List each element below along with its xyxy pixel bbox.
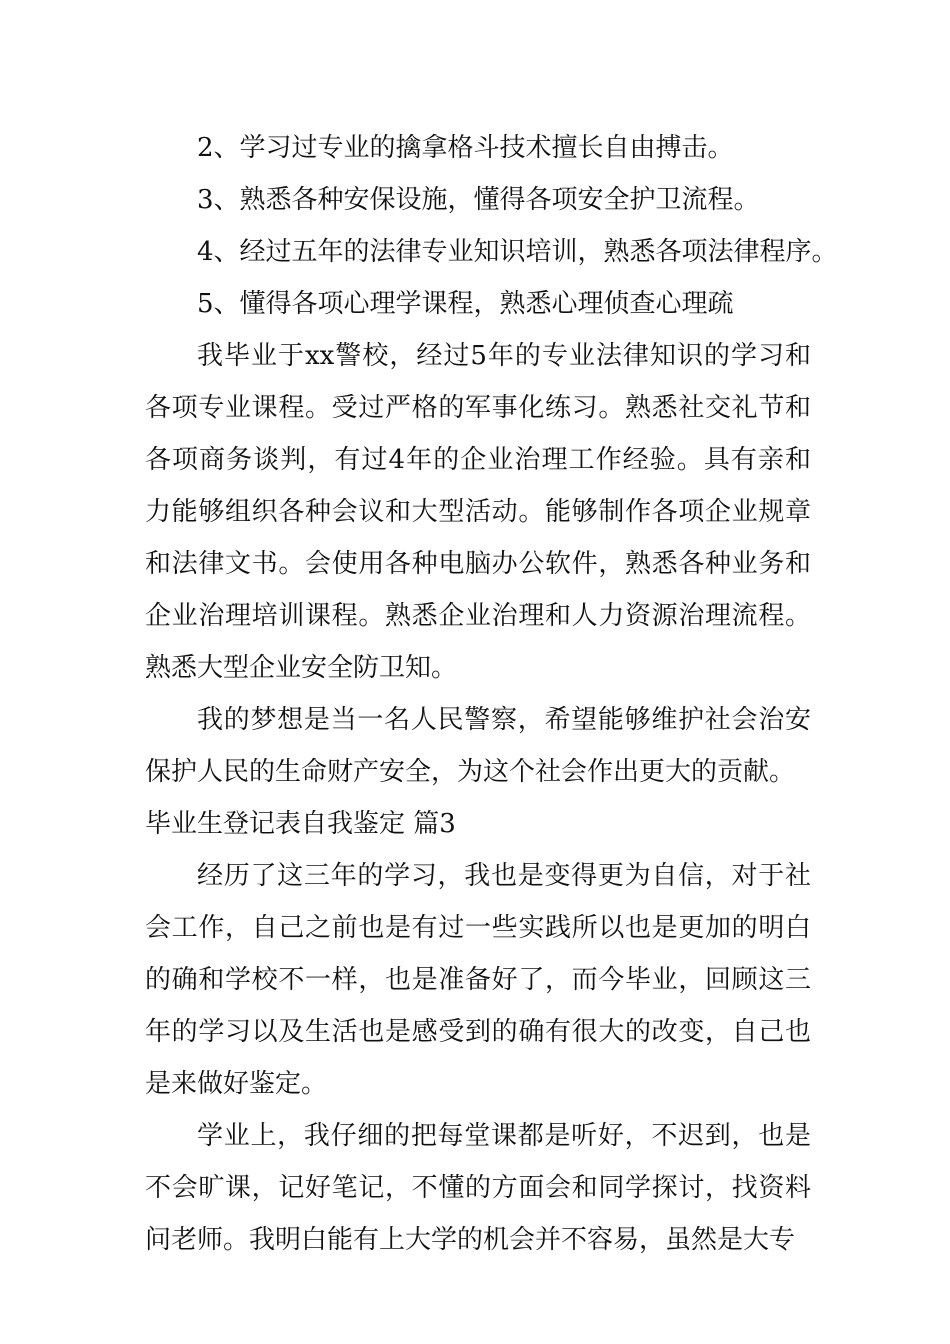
paragraph-three-years: 经历了这三年的学习，我也是变得更为自信，对于社会工作，自己之前也是有过一些实践所以也是更加的明白的确和学校不一样，也是准备好了，而今毕业，回顾这三年的学习以及生活也是感受到的确有很大的改变，自己也是来做好鉴定。 (145, 861, 811, 1099)
section-heading: 毕业生登记表自我鉴定 篇3 (145, 809, 456, 839)
paragraph-education: 我毕业于xx警校，经过5年的专业法律知识的学习和各项专业课程。受过严格的军事化练习。熟悉社交礼节和各项商务谈判，有过4年的企业治理工作经验。具有亲和力能够组织各种会议和大型活动。能够制作各项企业规章和法律文书。会使用各种电脑办公软件，熟悉各种业务和企业治理培训课程。熟悉企业治理和人力资源治理流程。熟悉大型企业安全防卫知。 (145, 341, 811, 683)
list-item-3: 3、熟悉各种安保设施，懂得各项安全护卫流程。 (197, 185, 760, 215)
paragraph-studies: 学业上，我仔细的把每堂课都是听好，不迟到，也是不会旷课，记好笔记，不懂的方面会和同学探讨，找资料问老师。我明白能有上大学的机会并不容易，虽然是大专 (145, 1121, 811, 1255)
list-item-2: 2、学习过专业的擒拿格斗技术擅长自由搏击。 (197, 133, 734, 163)
paragraph-dream: 我的梦想是当一名人民警察，希望能够维护社会治安保护人民的生命财产安全，为这个社会作出更大的贡献。 (145, 705, 811, 787)
list-item-4: 4、经过五年的法律专业知识培训，熟悉各项法律程序。 (197, 237, 838, 267)
document-body (145, 122, 838, 1266)
list-item-5: 5、懂得各项心理学课程，熟悉心理侦查心理疏 (197, 289, 734, 319)
